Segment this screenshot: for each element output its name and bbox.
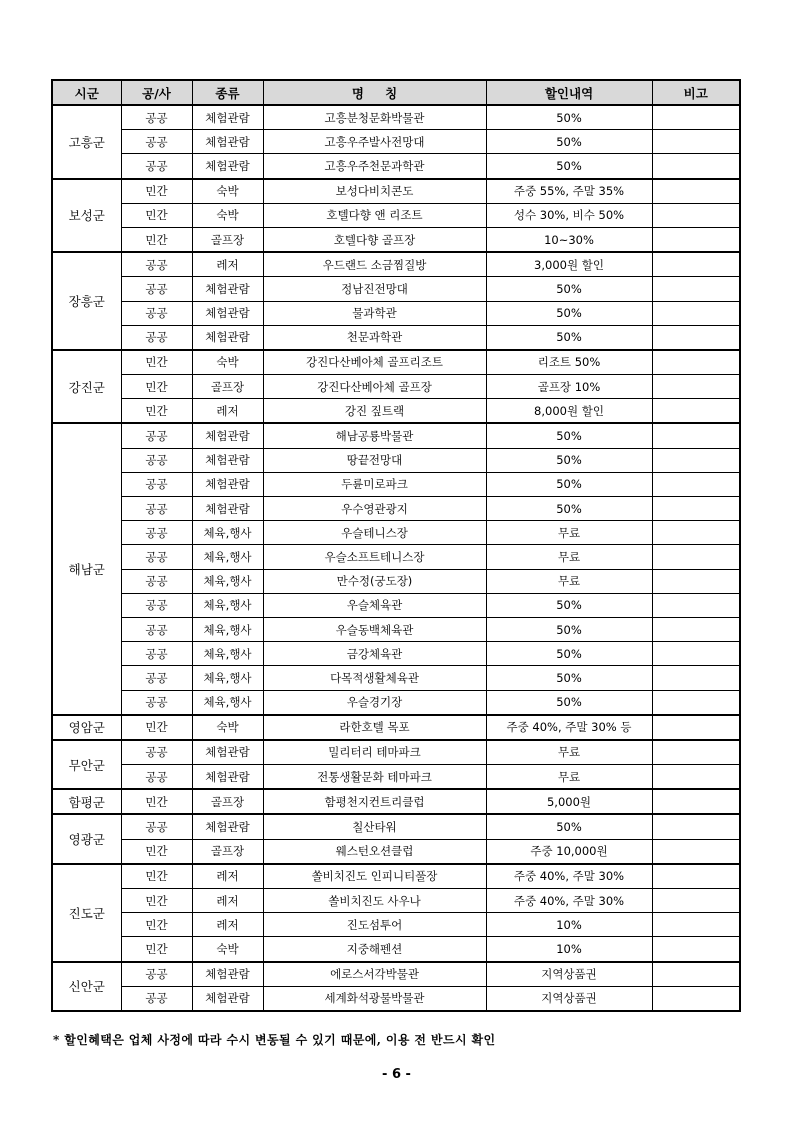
ownership-cell: 공공 bbox=[121, 545, 192, 569]
facility-name-cell: 만수정(궁도장) bbox=[263, 569, 486, 593]
discount-cell: 주중 40%, 주말 30% bbox=[486, 864, 652, 889]
facility-name-cell: 쏠비치진도 사우나 bbox=[263, 889, 486, 913]
category-cell: 체험관람 bbox=[192, 448, 263, 472]
category-cell: 숙박 bbox=[192, 350, 263, 375]
category-cell: 레저 bbox=[192, 252, 263, 277]
table-row bbox=[52, 179, 740, 204]
facility-name-cell: 쏠비치진도 인피니티풀장 bbox=[263, 864, 486, 889]
facility-name-cell: 보성다비치콘도 bbox=[263, 179, 486, 204]
discount-cell: 50% bbox=[486, 690, 652, 715]
facility-name-cell: 우슬테니스장 bbox=[263, 521, 486, 545]
header-type: 종류 bbox=[192, 80, 263, 105]
category-cell: 체험관람 bbox=[192, 130, 263, 154]
facility-name-cell: 함평천지컨트리클럽 bbox=[263, 789, 486, 814]
table-row bbox=[52, 423, 740, 448]
footnote: * 할인혜택은 업체 사정에 따라 수시 변동될 수 있기 때문에, 이용 전 반드시 확인 bbox=[53, 1033, 496, 1047]
table-header-row bbox=[52, 80, 740, 105]
ownership-cell: 공공 bbox=[121, 472, 192, 496]
ownership-cell: 민간 bbox=[121, 227, 192, 252]
table-row bbox=[52, 765, 740, 790]
facility-name-cell: 전통생활문화 테마파크 bbox=[263, 765, 486, 790]
discount-cell: 8,000원 할인 bbox=[486, 399, 652, 424]
ownership-cell: 민간 bbox=[121, 715, 192, 740]
category-cell: 체험관람 bbox=[192, 325, 263, 350]
remark-cell bbox=[652, 154, 740, 179]
discount-cell: 무료 bbox=[486, 545, 652, 569]
category-cell: 체험관람 bbox=[192, 301, 263, 325]
discount-cell: 주중 10,000원 bbox=[486, 839, 652, 864]
facility-name-cell: 다목적생활체육관 bbox=[263, 666, 486, 690]
ownership-cell: 공공 bbox=[121, 765, 192, 790]
discount-cell: 지역상품권 bbox=[486, 962, 652, 987]
table-row bbox=[52, 227, 740, 252]
table-row bbox=[52, 252, 740, 277]
category-cell: 체험관람 bbox=[192, 497, 263, 521]
remark-cell bbox=[652, 472, 740, 496]
category-cell: 체험관람 bbox=[192, 740, 263, 765]
ownership-cell: 공공 bbox=[121, 154, 192, 179]
remark-cell bbox=[652, 179, 740, 204]
discount-cell: 리조트 50% bbox=[486, 350, 652, 375]
table-row bbox=[52, 864, 740, 889]
facility-name-cell: 강진 짚트랙 bbox=[263, 399, 486, 424]
remark-cell bbox=[652, 986, 740, 1011]
category-cell: 숙박 bbox=[192, 937, 263, 962]
facility-name-cell: 진도섬투어 bbox=[263, 913, 486, 937]
category-cell: 체육,행사 bbox=[192, 569, 263, 593]
discount-cell: 50% bbox=[486, 130, 652, 154]
region-cell: 진도군 bbox=[52, 864, 121, 962]
remark-cell bbox=[652, 593, 740, 617]
category-cell: 체험관람 bbox=[192, 423, 263, 448]
category-cell: 숙박 bbox=[192, 179, 263, 204]
remark-cell bbox=[652, 715, 740, 740]
table-row bbox=[52, 277, 740, 301]
table-row bbox=[52, 839, 740, 864]
ownership-cell: 공공 bbox=[121, 252, 192, 277]
ownership-cell: 민간 bbox=[121, 179, 192, 204]
remark-cell bbox=[652, 740, 740, 765]
category-cell: 골프장 bbox=[192, 839, 263, 864]
header-public-private: 공/사 bbox=[121, 80, 192, 105]
discount-table-wrapper bbox=[51, 79, 739, 1012]
facility-name-cell: 물과학관 bbox=[263, 301, 486, 325]
discount-cell: 50% bbox=[486, 277, 652, 301]
remark-cell bbox=[652, 375, 740, 399]
discount-cell: 50% bbox=[486, 497, 652, 521]
discount-cell: 무료 bbox=[486, 740, 652, 765]
ownership-cell: 공공 bbox=[121, 423, 192, 448]
region-cell: 강진군 bbox=[52, 350, 121, 424]
discount-cell: 무료 bbox=[486, 765, 652, 790]
discount-cell: 50% bbox=[486, 448, 652, 472]
discount-cell: 주중 55%, 주말 35% bbox=[486, 179, 652, 204]
remark-cell bbox=[652, 203, 740, 227]
table-row bbox=[52, 472, 740, 496]
discount-cell: 50% bbox=[486, 814, 652, 839]
ownership-cell: 공공 bbox=[121, 497, 192, 521]
category-cell: 레저 bbox=[192, 399, 263, 424]
ownership-cell: 공공 bbox=[121, 105, 192, 130]
facility-name-cell: 라한호텔 목포 bbox=[263, 715, 486, 740]
category-cell: 체육,행사 bbox=[192, 617, 263, 641]
region-cell: 보성군 bbox=[52, 179, 121, 253]
remark-cell bbox=[652, 962, 740, 987]
discount-cell: 3,000원 할인 bbox=[486, 252, 652, 277]
discount-cell: 50% bbox=[486, 301, 652, 325]
discount-cell: 50% bbox=[486, 666, 652, 690]
ownership-cell: 민간 bbox=[121, 399, 192, 424]
table-row bbox=[52, 301, 740, 325]
table-row bbox=[52, 715, 740, 740]
table-row bbox=[52, 962, 740, 987]
category-cell: 골프장 bbox=[192, 789, 263, 814]
discount-cell: 50% bbox=[486, 593, 652, 617]
category-cell: 체험관람 bbox=[192, 962, 263, 987]
facility-name-cell: 밀리터리 테마파크 bbox=[263, 740, 486, 765]
facility-name-cell: 강진다산베아체 골프장 bbox=[263, 375, 486, 399]
facility-name-cell: 정남진전망대 bbox=[263, 277, 486, 301]
discount-cell: 10~30% bbox=[486, 227, 652, 252]
facility-name-cell: 고흥우주발사전망대 bbox=[263, 130, 486, 154]
region-cell: 영광군 bbox=[52, 814, 121, 863]
table-row bbox=[52, 521, 740, 545]
ownership-cell: 공공 bbox=[121, 593, 192, 617]
remark-cell bbox=[652, 839, 740, 864]
remark-cell bbox=[652, 521, 740, 545]
discount-cell: 10% bbox=[486, 913, 652, 937]
remark-cell bbox=[652, 325, 740, 350]
facility-name-cell: 호텔다향 골프장 bbox=[263, 227, 486, 252]
table-row bbox=[52, 889, 740, 913]
remark-cell bbox=[652, 105, 740, 130]
ownership-cell: 공공 bbox=[121, 301, 192, 325]
header-discount: 할인내역 bbox=[486, 80, 652, 105]
discount-table bbox=[51, 79, 741, 1012]
table-row bbox=[52, 666, 740, 690]
remark-cell bbox=[652, 617, 740, 641]
table-row bbox=[52, 154, 740, 179]
ownership-cell: 공공 bbox=[121, 962, 192, 987]
ownership-cell: 민간 bbox=[121, 350, 192, 375]
remark-cell bbox=[652, 937, 740, 962]
category-cell: 체험관람 bbox=[192, 472, 263, 496]
region-cell: 영암군 bbox=[52, 715, 121, 740]
discount-cell: 지역상품권 bbox=[486, 986, 652, 1011]
ownership-cell: 공공 bbox=[121, 617, 192, 641]
ownership-cell: 공공 bbox=[121, 642, 192, 666]
table-row bbox=[52, 617, 740, 641]
category-cell: 체험관람 bbox=[192, 154, 263, 179]
discount-cell: 5,000원 bbox=[486, 789, 652, 814]
remark-cell bbox=[652, 889, 740, 913]
facility-name-cell: 고흥분청문화박물관 bbox=[263, 105, 486, 130]
category-cell: 체육,행사 bbox=[192, 593, 263, 617]
remark-cell bbox=[652, 765, 740, 790]
category-cell: 골프장 bbox=[192, 375, 263, 399]
facility-name-cell: 칠산타워 bbox=[263, 814, 486, 839]
category-cell: 체육,행사 bbox=[192, 521, 263, 545]
table-row bbox=[52, 399, 740, 424]
ownership-cell: 공공 bbox=[121, 569, 192, 593]
remark-cell bbox=[652, 569, 740, 593]
discount-cell: 50% bbox=[486, 617, 652, 641]
category-cell: 레저 bbox=[192, 864, 263, 889]
category-cell: 체험관람 bbox=[192, 765, 263, 790]
table-row bbox=[52, 740, 740, 765]
discount-cell: 무료 bbox=[486, 521, 652, 545]
ownership-cell: 민간 bbox=[121, 203, 192, 227]
table-body bbox=[52, 105, 740, 1011]
remark-cell bbox=[652, 130, 740, 154]
remark-cell bbox=[652, 545, 740, 569]
ownership-cell: 공공 bbox=[121, 448, 192, 472]
header-region: 시군 bbox=[52, 80, 121, 105]
table-row bbox=[52, 497, 740, 521]
facility-name-cell: 우드랜드 소금찜질방 bbox=[263, 252, 486, 277]
remark-cell bbox=[652, 448, 740, 472]
category-cell: 숙박 bbox=[192, 715, 263, 740]
ownership-cell: 민간 bbox=[121, 889, 192, 913]
discount-cell: 성수 30%, 비수 50% bbox=[486, 203, 652, 227]
discount-cell: 50% bbox=[486, 154, 652, 179]
remark-cell bbox=[652, 913, 740, 937]
table-row bbox=[52, 690, 740, 715]
region-cell: 함평군 bbox=[52, 789, 121, 814]
ownership-cell: 공공 bbox=[121, 814, 192, 839]
facility-name-cell: 해남공룡박물관 bbox=[263, 423, 486, 448]
discount-cell: 50% bbox=[486, 423, 652, 448]
discount-cell: 50% bbox=[486, 642, 652, 666]
facility-name-cell: 금강체육관 bbox=[263, 642, 486, 666]
ownership-cell: 민간 bbox=[121, 789, 192, 814]
facility-name-cell: 지중해펜션 bbox=[263, 937, 486, 962]
table-row bbox=[52, 350, 740, 375]
facility-name-cell: 천문과학관 bbox=[263, 325, 486, 350]
facility-name-cell: 우슬경기장 bbox=[263, 690, 486, 715]
ownership-cell: 공공 bbox=[121, 986, 192, 1011]
ownership-cell: 민간 bbox=[121, 913, 192, 937]
category-cell: 골프장 bbox=[192, 227, 263, 252]
discount-cell: 주중 40%, 주말 30% bbox=[486, 889, 652, 913]
facility-name-cell: 강진다산베아체 골프리조트 bbox=[263, 350, 486, 375]
category-cell: 체험관람 bbox=[192, 277, 263, 301]
ownership-cell: 공공 bbox=[121, 740, 192, 765]
remark-cell bbox=[652, 814, 740, 839]
ownership-cell: 공공 bbox=[121, 666, 192, 690]
facility-name-cell: 우슬소프트테니스장 bbox=[263, 545, 486, 569]
ownership-cell: 공공 bbox=[121, 325, 192, 350]
ownership-cell: 민간 bbox=[121, 937, 192, 962]
table-row bbox=[52, 203, 740, 227]
page-number: - 6 - bbox=[382, 1067, 411, 1082]
remark-cell bbox=[652, 301, 740, 325]
discount-cell: 골프장 10% bbox=[486, 375, 652, 399]
category-cell: 체험관람 bbox=[192, 814, 263, 839]
remark-cell bbox=[652, 399, 740, 424]
table-row bbox=[52, 814, 740, 839]
discount-cell: 50% bbox=[486, 105, 652, 130]
table-row bbox=[52, 375, 740, 399]
ownership-cell: 민간 bbox=[121, 864, 192, 889]
facility-name-cell: 웨스턴오션클럽 bbox=[263, 839, 486, 864]
discount-cell: 50% bbox=[486, 325, 652, 350]
remark-cell bbox=[652, 227, 740, 252]
table-row bbox=[52, 593, 740, 617]
table-row bbox=[52, 642, 740, 666]
discount-cell: 50% bbox=[486, 472, 652, 496]
table-row bbox=[52, 130, 740, 154]
category-cell: 체험관람 bbox=[192, 986, 263, 1011]
ownership-cell: 공공 bbox=[121, 277, 192, 301]
table-row bbox=[52, 325, 740, 350]
region-cell: 신안군 bbox=[52, 962, 121, 1011]
table-row bbox=[52, 937, 740, 962]
ownership-cell: 민간 bbox=[121, 839, 192, 864]
remark-cell bbox=[652, 277, 740, 301]
category-cell: 체육,행사 bbox=[192, 690, 263, 715]
category-cell: 숙박 bbox=[192, 203, 263, 227]
table-row bbox=[52, 913, 740, 937]
discount-cell: 10% bbox=[486, 937, 652, 962]
header-name: 명 칭 bbox=[263, 80, 486, 105]
facility-name-cell: 두륜미로파크 bbox=[263, 472, 486, 496]
remark-cell bbox=[652, 423, 740, 448]
table-row bbox=[52, 789, 740, 814]
remark-cell bbox=[652, 690, 740, 715]
header-remark: 비고 bbox=[652, 80, 740, 105]
region-cell: 장흥군 bbox=[52, 252, 121, 350]
remark-cell bbox=[652, 666, 740, 690]
table-row bbox=[52, 448, 740, 472]
category-cell: 체육,행사 bbox=[192, 545, 263, 569]
category-cell: 체육,행사 bbox=[192, 666, 263, 690]
category-cell: 체험관람 bbox=[192, 105, 263, 130]
discount-cell: 주중 40%, 주말 30% 등 bbox=[486, 715, 652, 740]
region-cell: 고흥군 bbox=[52, 105, 121, 179]
category-cell: 체육,행사 bbox=[192, 642, 263, 666]
remark-cell bbox=[652, 350, 740, 375]
facility-name-cell: 우슬동백체육관 bbox=[263, 617, 486, 641]
facility-name-cell: 세계화석광물박물관 bbox=[263, 986, 486, 1011]
category-cell: 레저 bbox=[192, 913, 263, 937]
table-row bbox=[52, 569, 740, 593]
remark-cell bbox=[652, 864, 740, 889]
facility-name-cell: 땅끝전망대 bbox=[263, 448, 486, 472]
table-row bbox=[52, 545, 740, 569]
region-cell: 해남군 bbox=[52, 423, 121, 714]
discount-cell: 무료 bbox=[486, 569, 652, 593]
facility-name-cell: 우슬체육관 bbox=[263, 593, 486, 617]
remark-cell bbox=[652, 642, 740, 666]
remark-cell bbox=[652, 789, 740, 814]
ownership-cell: 공공 bbox=[121, 521, 192, 545]
ownership-cell: 공공 bbox=[121, 130, 192, 154]
ownership-cell: 민간 bbox=[121, 375, 192, 399]
table-row bbox=[52, 986, 740, 1011]
remark-cell bbox=[652, 252, 740, 277]
ownership-cell: 공공 bbox=[121, 690, 192, 715]
table-row bbox=[52, 105, 740, 130]
facility-name-cell: 호텔다향 앤 리조트 bbox=[263, 203, 486, 227]
region-cell: 무안군 bbox=[52, 740, 121, 789]
facility-name-cell: 우수영관광지 bbox=[263, 497, 486, 521]
facility-name-cell: 에로스서각박물관 bbox=[263, 962, 486, 987]
remark-cell bbox=[652, 497, 740, 521]
facility-name-cell: 고흥우주천문과학관 bbox=[263, 154, 486, 179]
category-cell: 레저 bbox=[192, 889, 263, 913]
